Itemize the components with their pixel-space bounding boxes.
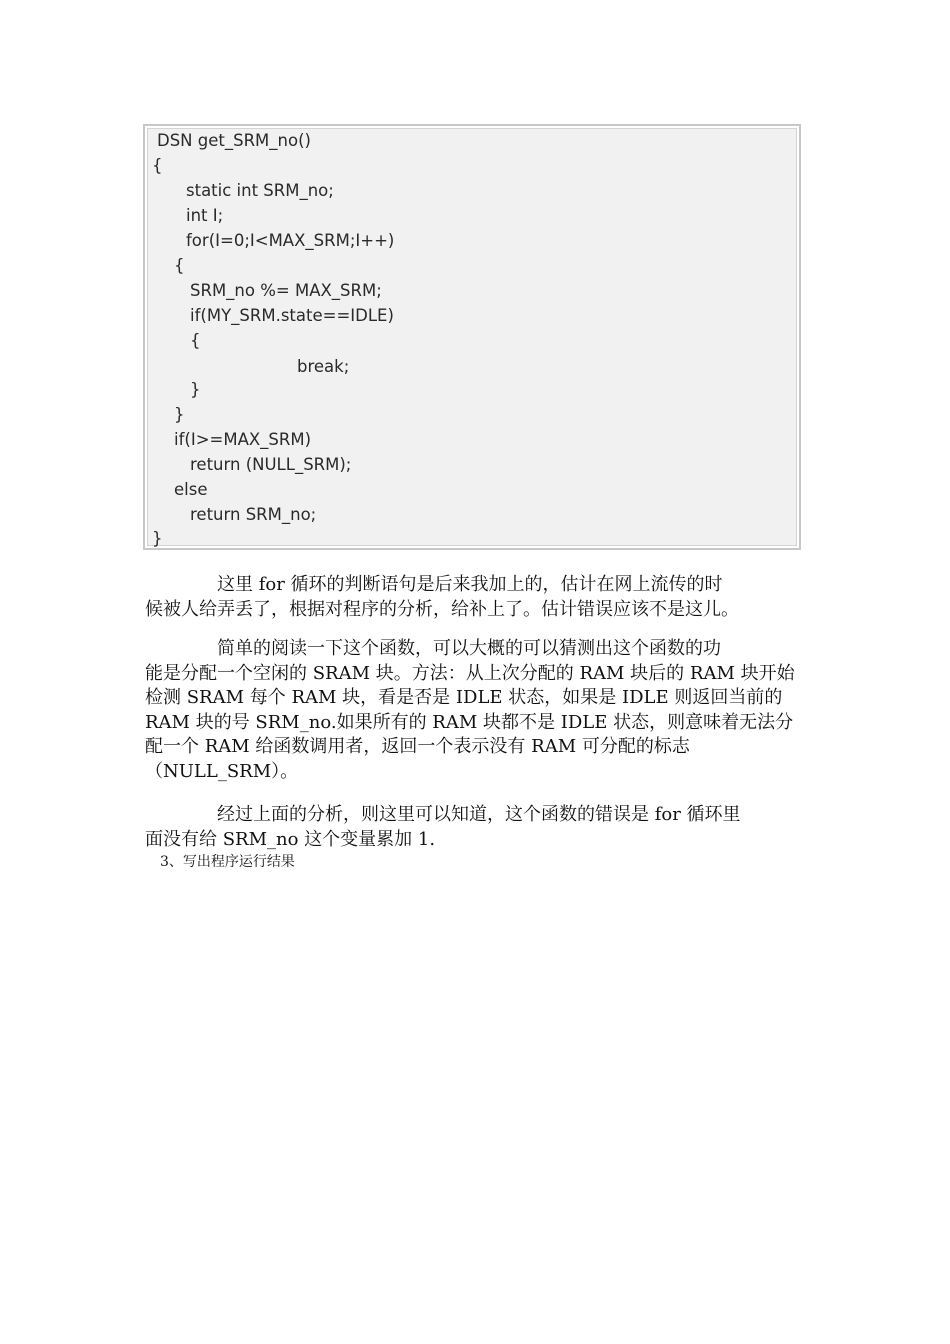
paragraph-3 [145,803,810,852]
code-line: if(MY_SRM.state==IDLE) [190,306,394,325]
paragraph-1 [145,573,810,622]
paragraph-2 [145,637,810,784]
code-line: break; [297,357,350,376]
code-line: return SRM_no; [190,505,317,524]
code-line: int I; [186,206,224,225]
code-line: { [152,156,163,175]
code-line: { [190,331,201,350]
code-line: } [174,405,185,424]
code-line: if(I>=MAX_SRM) [174,430,312,449]
paragraph-line: 检测 SRAM 每个 RAM 块，看是否是 IDLE 状态，如果是 IDLE 则返回当前的 [145,687,783,708]
paragraph-line: 这里 for 循环的判断语句是后来我加上的，估计在网上流传的时 [217,574,723,595]
code-line: static int SRM_no; [186,181,334,200]
paragraph-line: 面没有给 SRM_no 这个变量累加 1. [145,828,436,850]
code-line: } [190,380,201,399]
paragraph-line: 候被人给弄丢了，根据对程序的分析，给补上了。估计错误应该不是这儿。 [145,598,739,620]
code-line: { [174,256,185,275]
code-line: } [152,529,163,548]
paragraph-line: 配一个 RAM 给函数调用者，返回一个表示没有 RAM 可分配的标志 [145,736,690,757]
paragraph-line: 经过上面的分析，则这里可以知道，这个函数的错误是 for 循环里 [217,804,741,825]
paragraph-line: 简单的阅读一下这个函数，可以大概的可以猜测出这个函数的功 [217,638,721,659]
paragraph-line: （NULL_SRM）。 [145,760,299,782]
code-line: return (NULL_SRM); [190,455,352,474]
code-line: DSN get_SRM_no() [157,131,311,150]
code-line: else [174,480,208,499]
code-line: for(I=0;I<MAX_SRM;I++) [186,231,395,250]
code-line: SRM_no %= MAX_SRM; [190,281,382,300]
paragraph-line: RAM 块的号 SRM_no.如果所有的 RAM 块都不是 IDLE 状态，则意味着无法分 [145,711,794,733]
paragraph-line: 能是分配一个空闲的 SRAM 块。方法：从上次分配的 RAM 块后的 RAM 块开始 [145,662,795,684]
section-heading: 3、写出程序运行结果 [160,854,295,870]
